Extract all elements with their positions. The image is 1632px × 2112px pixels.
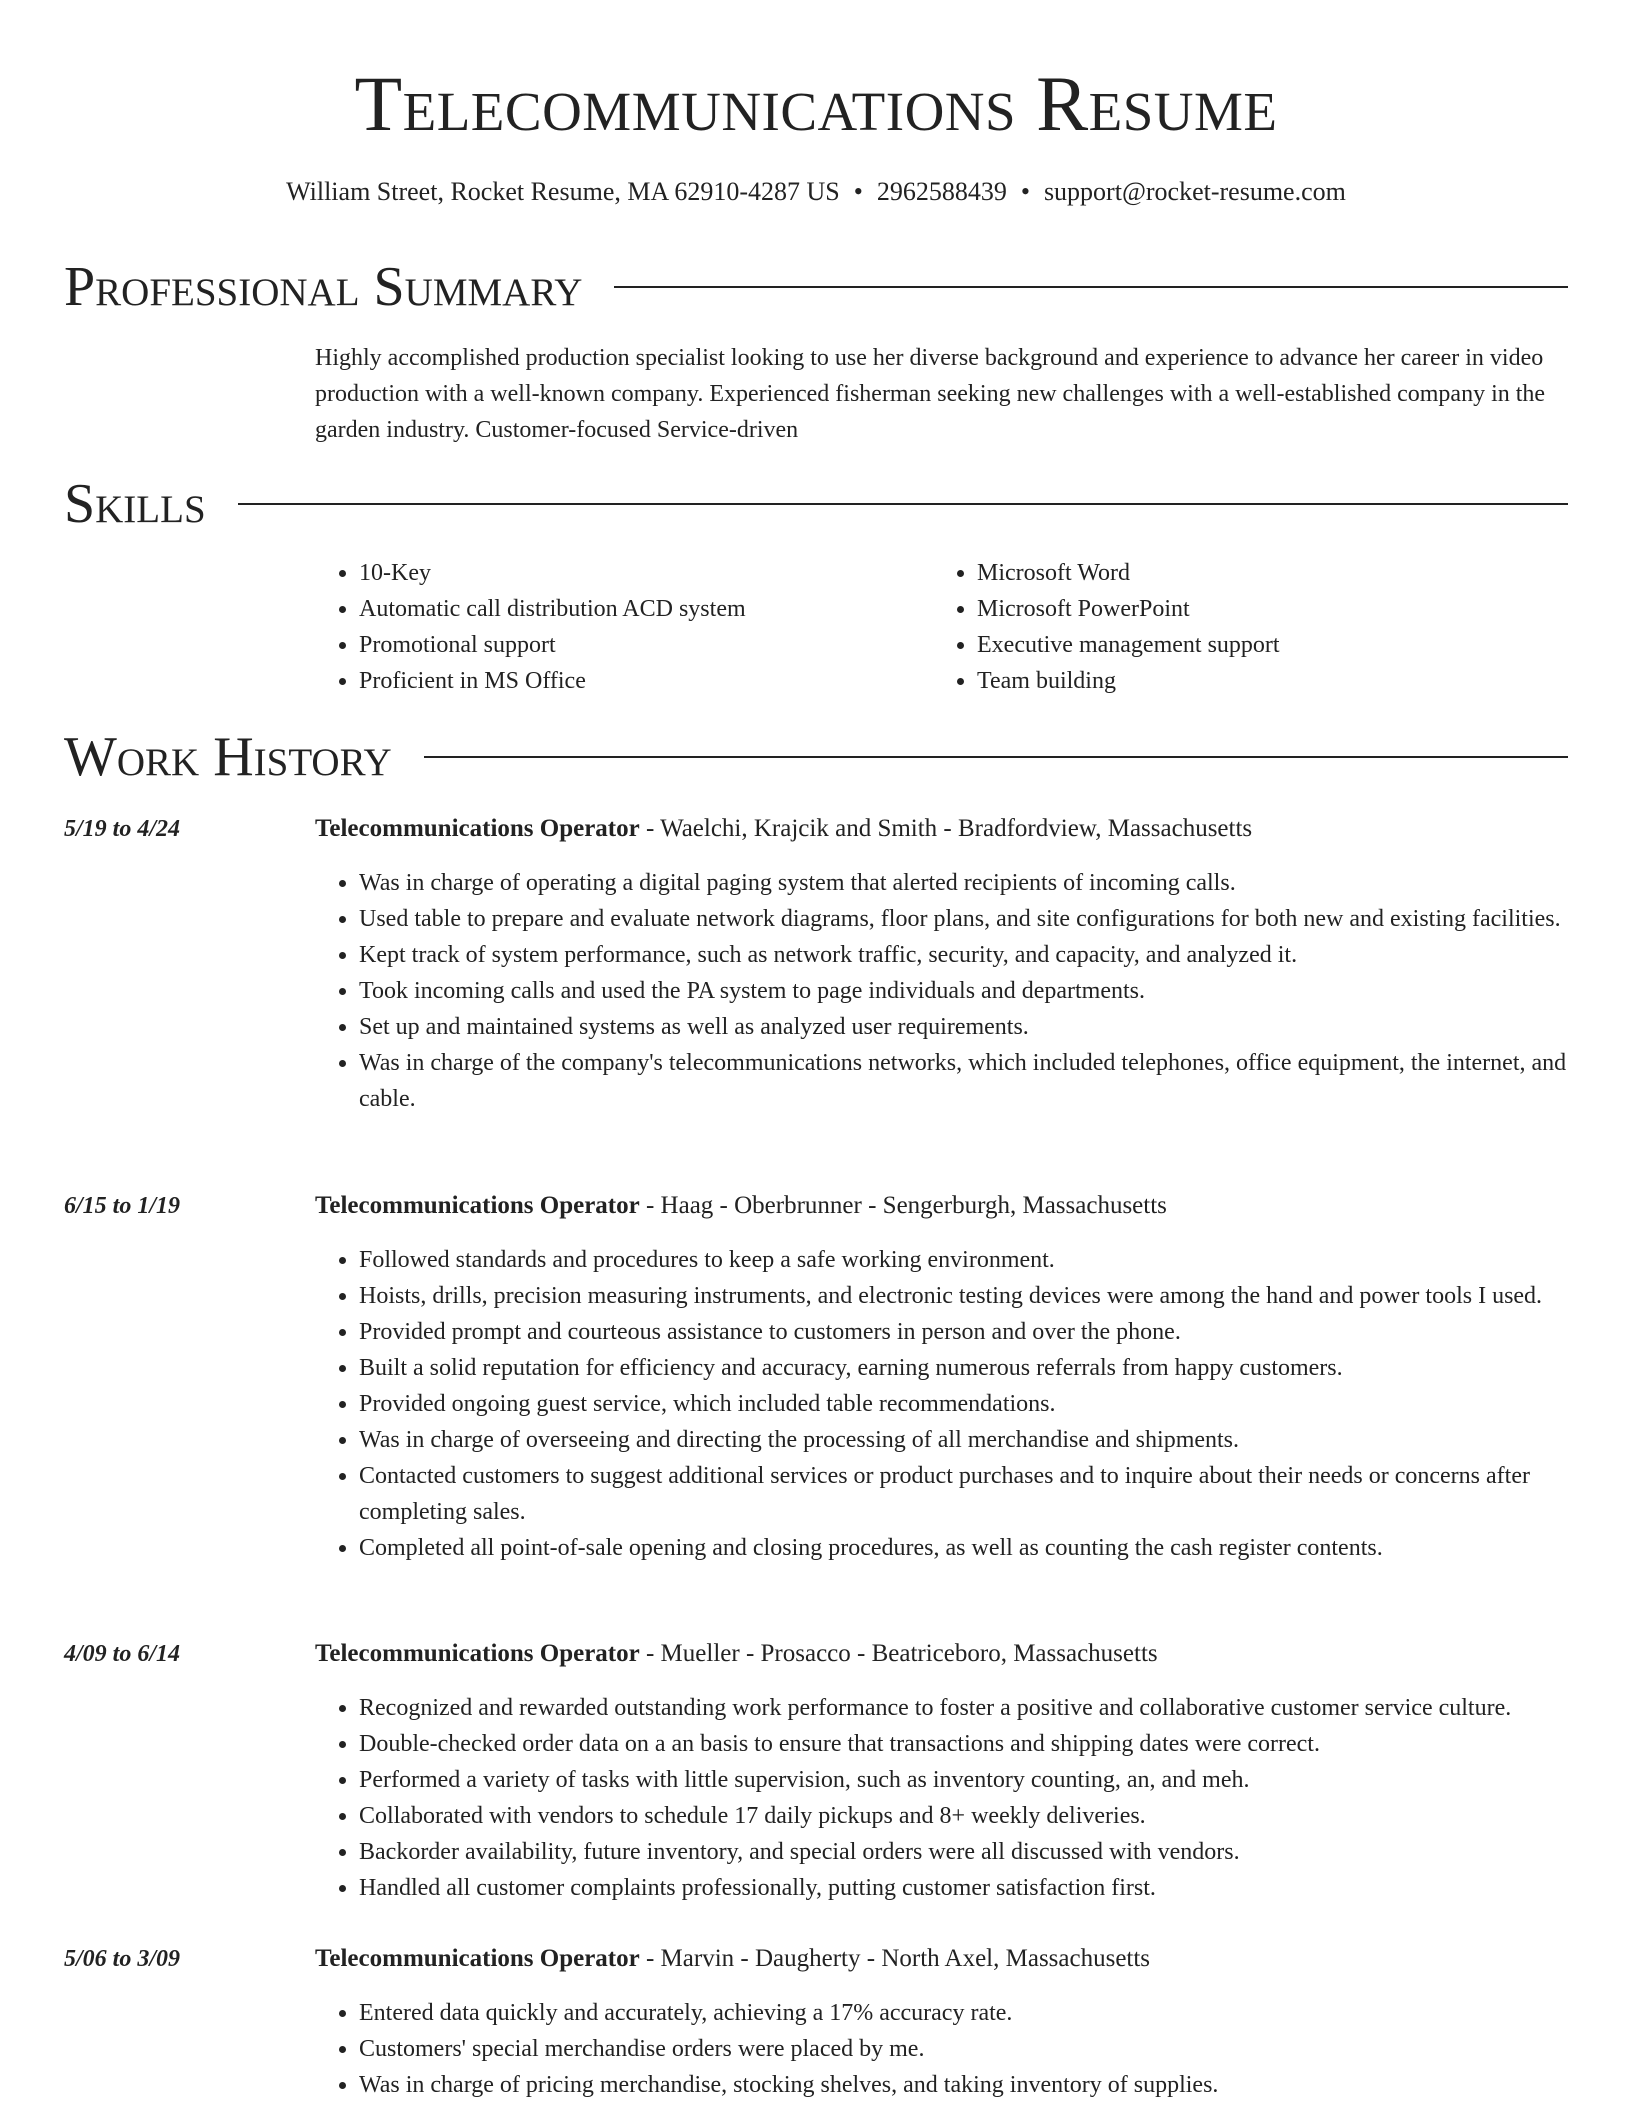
contact-phone: 2962588439 <box>876 177 1007 206</box>
job-bullets <box>315 865 1580 1117</box>
job-employer-location: - Waelchi, Krajcik and Smith - Bradfordview, Massachusetts <box>639 815 1253 842</box>
contact-line <box>0 176 1632 208</box>
skills-column-right <box>933 555 1551 699</box>
job-employer-location: - Haag - Oberbrunner - Sengerburgh, Massachusetts <box>639 1192 1167 1219</box>
job-bullet: • Kept track of system performance, such as network traffic, security, and capacity, and analyzed it. <box>359 937 1580 973</box>
job-bullet: • Contacted customers to suggest additional services or product purchases and to inquire about their needs or concerns after completing sales. <box>359 1458 1580 1530</box>
skill-item: • Promotional support <box>359 627 933 663</box>
summary-heading: Professional Summary <box>64 256 583 318</box>
skill-item: • Microsoft PowerPoint <box>977 591 1551 627</box>
job-bullet: • Was in charge of overseeing and directing the processing of all merchandise and shipments. <box>359 1422 1580 1458</box>
job-bullet: • Followed standards and procedures to keep a safe working environment. <box>359 1242 1580 1278</box>
section-divider <box>238 503 1568 505</box>
contact-email: support@rocket-resume.com <box>1043 177 1346 206</box>
section-divider <box>424 756 1568 758</box>
resume-title: Telecommunications Resume <box>354 60 1278 147</box>
skills-section-header <box>64 469 1568 539</box>
job-heading <box>315 1941 1150 1977</box>
job-bullet: • Built a solid reputation for efficiency and accuracy, earning numerous referrals from happy customers. <box>359 1350 1580 1386</box>
work-history-heading: Work History <box>64 726 392 788</box>
job-bullet: • Performed a variety of tasks with little supervision, such as inventory counting, an, and meh. <box>359 1762 1580 1798</box>
job-bullet: • Collaborated with vendors to schedule 17 daily pickups and 8+ weekly deliveries. <box>359 1798 1580 1834</box>
job-dates: 4/09 to 6/14 <box>64 1641 181 1667</box>
summary-text: Highly accomplished production specialist looking to use her diverse background and experience to advance her career in video production with a well-known company. Experienced fisherman seeking new challenges with a well-established company in the garden industry. Customer-focused Service-driven <box>315 345 1546 443</box>
job-bullet: • Customers' special merchandise orders were placed by me. <box>359 2031 1580 2067</box>
job-bullet: • Provided prompt and courteous assistance to customers in person and over the phone. <box>359 1314 1580 1350</box>
summary-section-header <box>64 252 1568 322</box>
skill-item: • Proficient in MS Office <box>359 663 933 699</box>
skills-heading: Skills <box>64 473 206 535</box>
job-heading <box>315 1188 1167 1224</box>
section-divider <box>614 286 1568 288</box>
job-bullet: • Completed all point-of-sale opening and closing procedures, as well as counting the cash register contents. <box>359 1530 1580 1566</box>
job-bullet: • Entered data quickly and accurately, achieving a 17% accuracy rate. <box>359 1995 1580 2031</box>
job-employer-location: - Marvin - Daugherty - North Axel, Massachusetts <box>639 1945 1151 1972</box>
job-bullet: • Provided ongoing guest service, which included table recommendations. <box>359 1386 1580 1422</box>
job-bullet: • Recognized and rewarded outstanding work performance to foster a positive and collaborative customer service culture. <box>359 1690 1580 1726</box>
skill-item: • Automatic call distribution ACD system <box>359 591 933 627</box>
job-role: Telecommunications Operator <box>315 1945 640 1972</box>
skill-item: • Microsoft Word <box>977 555 1551 591</box>
job-role: Telecommunications Operator <box>315 1192 640 1219</box>
job-bullet: • Backorder availability, future inventory, and special orders were all discussed with vendors. <box>359 1834 1580 1870</box>
job-bullet: • Handled all customer complaints professionally, putting customer satisfaction first. <box>359 1870 1580 1906</box>
skill-item: • Team building <box>977 663 1551 699</box>
job-heading <box>315 1636 1158 1672</box>
job-bullets <box>315 1690 1580 1906</box>
job-bullet: • Hoists, drills, precision measuring instruments, and electronic testing devices were among the hand and power tools I used. <box>359 1278 1580 1314</box>
contact-address: William Street, Rocket Resume, MA 62910-4287 US <box>286 177 840 206</box>
job-dates: 5/06 to 3/09 <box>64 1946 181 1972</box>
skills-column-left <box>315 555 933 699</box>
job-bullet: • Took incoming calls and used the PA system to page individuals and departments. <box>359 973 1580 1009</box>
job-employer-location: - Mueller - Prosacco - Beatriceboro, Massachusetts <box>639 1640 1158 1667</box>
job-bullet: • Was in charge of operating a digital paging system that alerted recipients of incoming calls. <box>359 865 1580 901</box>
skills-list <box>315 555 1575 699</box>
job-dates: 6/15 to 1/19 <box>64 1193 181 1219</box>
job-bullet: • Set up and maintained systems as well as analyzed user requirements. <box>359 1009 1580 1045</box>
job-bullet: • Used table to prepare and evaluate network diagrams, floor plans, and site configurations for both new and existing facilities. <box>359 901 1580 937</box>
job-role: Telecommunications Operator <box>315 1640 640 1667</box>
skill-item: • 10-Key <box>359 555 933 591</box>
job-bullets <box>315 1995 1580 2103</box>
job-role: Telecommunications Operator <box>315 815 640 842</box>
skill-item: • Executive management support <box>977 627 1551 663</box>
job-dates: 5/19 to 4/24 <box>64 816 181 842</box>
job-bullet: • Double-checked order data on a an basis to ensure that transactions and shipping dates were correct. <box>359 1726 1580 1762</box>
job-heading <box>315 811 1252 847</box>
job-bullet: • Was in charge of the company's telecommunications networks, which included telephones, office equipment, the internet, and cable. <box>359 1045 1580 1117</box>
work-history-section-header <box>64 722 1568 792</box>
contact-separator: • <box>853 177 863 206</box>
job-bullets <box>315 1242 1580 1566</box>
job-bullet: • Was in charge of pricing merchandise, stocking shelves, and taking inventory of supplies. <box>359 2067 1580 2103</box>
contact-separator: • <box>1020 177 1030 206</box>
